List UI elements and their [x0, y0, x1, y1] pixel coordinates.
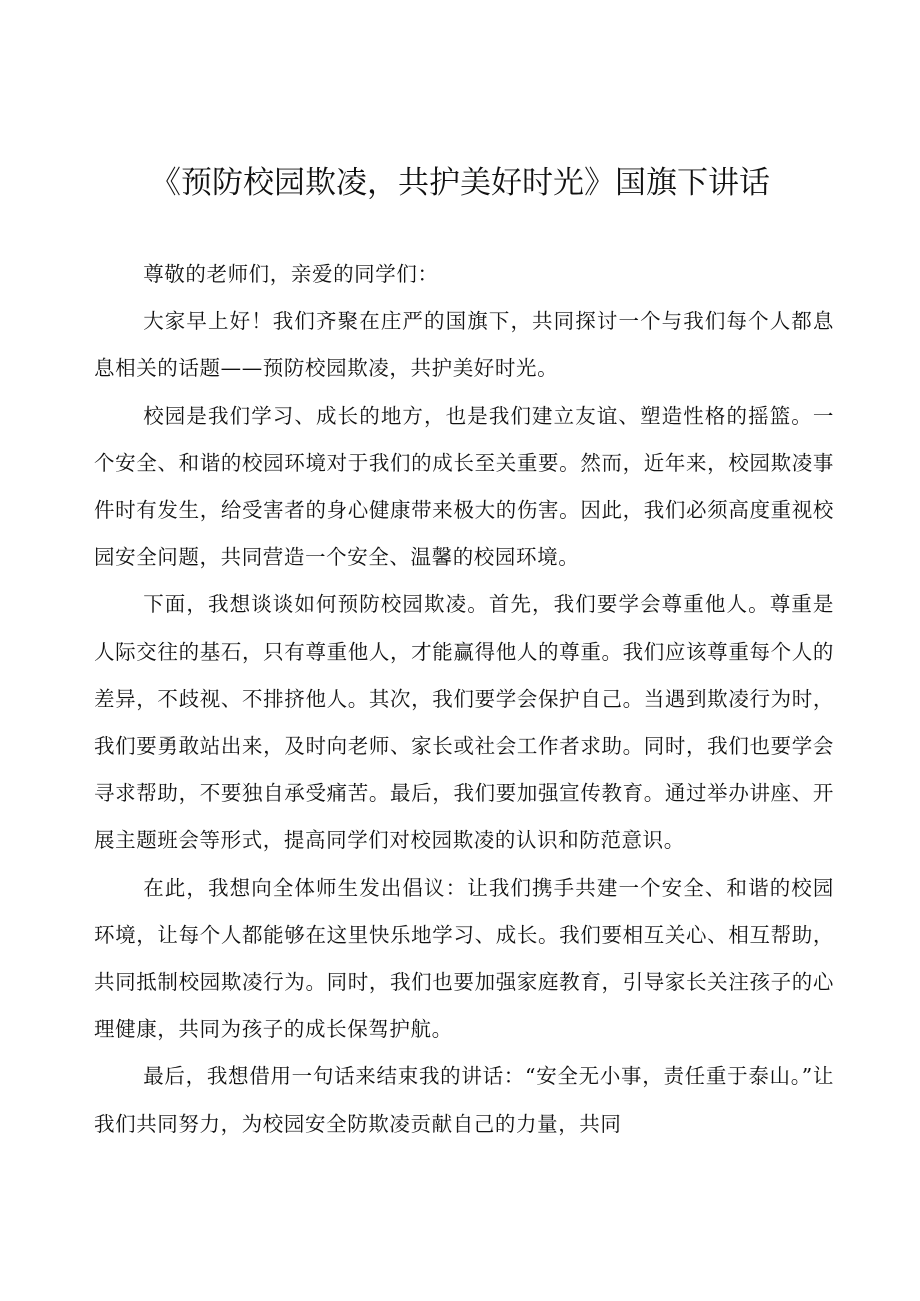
salutation: 尊敬的老师们，亲爱的同学们：: [143, 262, 439, 286]
paragraph-closing: 最后，我想借用一句话来结束我的讲话：“安全无小事，责任重于泰山。”让我们共同努力，为校园安全防欺凌贡献自己的力量，共同: [94, 1064, 834, 1136]
document-title: 《预防校园欺凌，共护美好时光》国旗下讲话: [150, 165, 770, 201]
paragraph-campus-safety: 校园是我们学习、成长的地方，也是我们建立友谊、塑造性格的摇篮。一个安全、和谐的校园环境对于我们的成长至关重要。然而，近年来，校园欺凌事件时有发生，给受害者的身心健康带来极大的伤害。因此，我们必须高度重视校园安全问题，共同营造一个安全、温馨的校园环境。: [94, 403, 834, 570]
document-body: [94, 251, 834, 1148]
paragraph-proposal: 在此，我想向全体师生发出倡议：让我们携手共建一个安全、和谐的校园环境，让每个人都能够在这里快乐地学习、成长。我们要相互关心、相互帮助，共同抵制校园欺凌行为。同时，我们也要加强家庭教育，引导家长关注孩子的心理健康，共同为孩子的成长保驾护航。: [94, 875, 834, 1042]
paragraph-greeting: 大家早上好！我们齐聚在庄严的国旗下，共同探讨一个与我们每个人都息息相关的话题——预防校园欺凌，共护美好时光。: [94, 309, 834, 381]
paragraph-prevention-methods: 下面，我想谈谈如何预防校园欺凌。首先，我们要学会尊重他人。尊重是人际交往的基石，只有尊重他人，才能赢得他人的尊重。我们应该尊重每个人的差异，不歧视、不排挤他人。其次，我们要学会保护自己。当遇到欺凌行为时，我们要勇敢站出来，及时向老师、家长或社会工作者求助。同时，我们也要学会寻求帮助，不要独自承受痛苦。最后，我们要加强宣传教育。通过举办讲座、开展主题班会等形式，提高同学们对校园欺凌的认识和防范意识。: [94, 592, 834, 853]
